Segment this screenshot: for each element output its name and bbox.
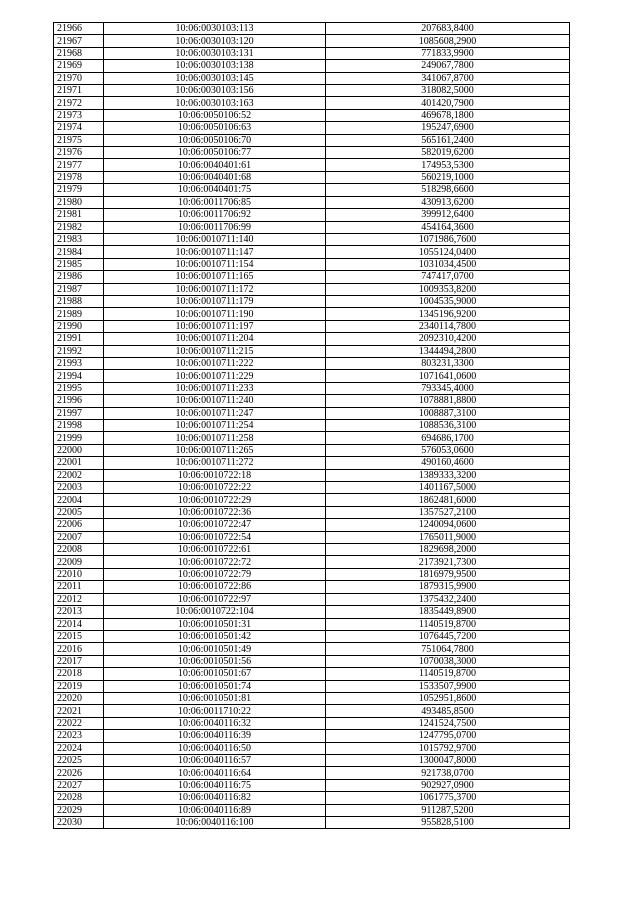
table-row [54, 680, 570, 692]
table-row [54, 420, 570, 432]
cadastral-value-cell: 341067,8700 [326, 72, 570, 84]
row-number-cell: 21992 [54, 345, 104, 357]
row-number-cell: 22013 [54, 606, 104, 618]
row-number-cell: 22002 [54, 469, 104, 481]
table-row [54, 593, 570, 605]
cadastral-value-cell: 399912,6400 [326, 209, 570, 221]
table-row [54, 705, 570, 717]
table-row [54, 295, 570, 307]
table-row [54, 643, 570, 655]
row-number-cell: 22004 [54, 494, 104, 506]
row-number-cell: 22009 [54, 556, 104, 568]
cadastral-number-cell: 10:06:0040116:100 [104, 817, 326, 829]
cadastral-number-cell: 10:06:0010501:81 [104, 692, 326, 704]
cadastral-number-cell: 10:06:0010711:154 [104, 258, 326, 270]
row-number-cell: 21966 [54, 23, 104, 35]
table-row [54, 531, 570, 543]
table-row [54, 122, 570, 134]
cadastral-number-cell: 10:06:0010722:79 [104, 568, 326, 580]
row-number-cell: 21988 [54, 295, 104, 307]
cadastral-value-cell: 560219,1000 [326, 171, 570, 183]
table-row [54, 556, 570, 568]
table-row [54, 804, 570, 816]
cadastral-value-cell: 1879315,9900 [326, 581, 570, 593]
table-row [54, 171, 570, 183]
cadastral-value-cell: 318082,5000 [326, 85, 570, 97]
row-number-cell: 21980 [54, 196, 104, 208]
cadastral-number-cell: 10:06:0010501:56 [104, 655, 326, 667]
cadastral-value-cell: 2340114,7800 [326, 320, 570, 332]
row-number-cell: 22024 [54, 742, 104, 754]
table-row [54, 817, 570, 829]
row-number-cell: 22020 [54, 692, 104, 704]
table-row [54, 97, 570, 109]
cadastral-value-cell: 1240094,0600 [326, 519, 570, 531]
row-number-cell: 22016 [54, 643, 104, 655]
cadastral-value-cell: 1140519,8700 [326, 618, 570, 630]
cadastral-value-cell: 1816979,9500 [326, 568, 570, 580]
cadastral-value-cell: 454164,3600 [326, 221, 570, 233]
cadastral-value-cell: 2173921,7300 [326, 556, 570, 568]
table-row [54, 581, 570, 593]
table-row [54, 544, 570, 556]
table-row [54, 35, 570, 47]
cadastral-number-cell: 10:06:0050106:70 [104, 134, 326, 146]
cadastral-value-cell: 955828,5100 [326, 817, 570, 829]
row-number-cell: 21983 [54, 233, 104, 245]
cadastral-number-cell: 10:06:0010711:197 [104, 320, 326, 332]
table-row [54, 630, 570, 642]
cadastral-number-cell: 10:06:0010711:172 [104, 283, 326, 295]
cadastral-number-cell: 10:06:0030103:138 [104, 60, 326, 72]
cadastral-value-cell: 1375432,2400 [326, 593, 570, 605]
cadastral-number-cell: 10:06:0010501:49 [104, 643, 326, 655]
cadastral-number-cell: 10:06:0010711:147 [104, 246, 326, 258]
row-number-cell: 21984 [54, 246, 104, 258]
cadastral-value-cell: 1765011,9000 [326, 531, 570, 543]
cadastral-number-cell: 10:06:0040116:75 [104, 779, 326, 791]
cadastral-value-cell: 195247,6900 [326, 122, 570, 134]
table-body [54, 23, 570, 829]
cadastral-value-cell: 493485,8500 [326, 705, 570, 717]
cadastral-number-cell: 10:06:0050106:52 [104, 109, 326, 121]
table-row [54, 407, 570, 419]
table-row [54, 494, 570, 506]
cadastral-value-cell: 1076445,7200 [326, 630, 570, 642]
row-number-cell: 21969 [54, 60, 104, 72]
row-number-cell: 21998 [54, 420, 104, 432]
cadastral-number-cell: 10:06:0010722:97 [104, 593, 326, 605]
table-row [54, 209, 570, 221]
cadastral-value-cell: 1078881,8800 [326, 395, 570, 407]
table-row [54, 147, 570, 159]
table-row [54, 395, 570, 407]
cadastral-value-cell: 1085608,2900 [326, 35, 570, 47]
cadastral-value-cell: 1140519,8700 [326, 668, 570, 680]
row-number-cell: 22015 [54, 630, 104, 642]
cadastral-value-cell: 1389333,3200 [326, 469, 570, 481]
row-number-cell: 21970 [54, 72, 104, 84]
row-number-cell: 21994 [54, 370, 104, 382]
cadastral-number-cell: 10:06:0010722:61 [104, 544, 326, 556]
cadastral-value-cell: 1533507,9900 [326, 680, 570, 692]
row-number-cell: 22018 [54, 668, 104, 680]
cadastral-value-cell: 174953,5300 [326, 159, 570, 171]
cadastral-number-cell: 10:06:0010711:272 [104, 457, 326, 469]
cadastral-number-cell: 10:06:0010711:222 [104, 357, 326, 369]
cadastral-value-cell: 1247795,0700 [326, 730, 570, 742]
row-number-cell: 22026 [54, 767, 104, 779]
cadastral-value-cell: 2092310,4200 [326, 333, 570, 345]
cadastral-number-cell: 10:06:0010711:265 [104, 444, 326, 456]
table-row [54, 85, 570, 97]
row-number-cell: 22003 [54, 482, 104, 494]
cadastral-value-cell: 793345,4000 [326, 382, 570, 394]
cadastral-number-cell: 10:06:0010711:240 [104, 395, 326, 407]
table-row [54, 792, 570, 804]
cadastral-number-cell: 10:06:0010722:104 [104, 606, 326, 618]
row-number-cell: 22005 [54, 506, 104, 518]
cadastral-number-cell: 10:06:0010711:233 [104, 382, 326, 394]
cadastral-number-cell: 10:06:0010722:18 [104, 469, 326, 481]
table-row [54, 233, 570, 245]
cadastral-number-cell: 10:06:0010711:215 [104, 345, 326, 357]
table-row [54, 333, 570, 345]
row-number-cell: 22008 [54, 544, 104, 556]
table-row [54, 283, 570, 295]
cadastral-number-cell: 10:06:0010711:247 [104, 407, 326, 419]
row-number-cell: 21986 [54, 271, 104, 283]
cadastral-number-cell: 10:06:0030103:131 [104, 47, 326, 59]
cadastral-value-cell: 1055124,0400 [326, 246, 570, 258]
cadastral-value-cell: 1071641,0600 [326, 370, 570, 382]
table-row [54, 717, 570, 729]
cadastral-number-cell: 10:06:0010501:31 [104, 618, 326, 630]
row-number-cell: 21989 [54, 308, 104, 320]
row-number-cell: 21978 [54, 171, 104, 183]
row-number-cell: 22023 [54, 730, 104, 742]
table-row [54, 370, 570, 382]
cadastral-value-cell: 1052951,8600 [326, 692, 570, 704]
row-number-cell: 22011 [54, 581, 104, 593]
cadastral-value-cell: 1061775,3700 [326, 792, 570, 804]
row-number-cell: 21967 [54, 35, 104, 47]
table-row [54, 184, 570, 196]
cadastral-value-cell: 1071986,7600 [326, 233, 570, 245]
row-number-cell: 21976 [54, 147, 104, 159]
cadastral-value-cell: 565161,2400 [326, 134, 570, 146]
row-number-cell: 21996 [54, 395, 104, 407]
table-row [54, 568, 570, 580]
cadastral-number-cell: 10:06:0040116:57 [104, 754, 326, 766]
row-number-cell: 22027 [54, 779, 104, 791]
table-row [54, 754, 570, 766]
cadastral-value-cell: 249067,7800 [326, 60, 570, 72]
row-number-cell: 21995 [54, 382, 104, 394]
row-number-cell: 22022 [54, 717, 104, 729]
row-number-cell: 22000 [54, 444, 104, 456]
cadastral-number-cell: 10:06:0010722:22 [104, 482, 326, 494]
row-number-cell: 22007 [54, 531, 104, 543]
cadastral-value-cell: 911287,5200 [326, 804, 570, 816]
cadastral-number-cell: 10:06:0040116:82 [104, 792, 326, 804]
cadastral-number-cell: 10:06:0050106:63 [104, 122, 326, 134]
cadastral-number-cell: 10:06:0010722:86 [104, 581, 326, 593]
cadastral-value-cell: 582019,6200 [326, 147, 570, 159]
cadastral-value-cell: 694686,1700 [326, 432, 570, 444]
cadastral-number-cell: 10:06:0011706:99 [104, 221, 326, 233]
row-number-cell: 21968 [54, 47, 104, 59]
row-number-cell: 22014 [54, 618, 104, 630]
row-number-cell: 21985 [54, 258, 104, 270]
cadastral-number-cell: 10:06:0011706:85 [104, 196, 326, 208]
table-row [54, 23, 570, 35]
table-row [54, 668, 570, 680]
row-number-cell: 22006 [54, 519, 104, 531]
cadastral-value-cell: 921738,0700 [326, 767, 570, 779]
cadastral-value-cell: 1241524,7500 [326, 717, 570, 729]
cadastral-value-cell: 1009353,8200 [326, 283, 570, 295]
cadastral-value-cell: 1300047,8000 [326, 754, 570, 766]
cadastral-number-cell: 10:06:0040116:64 [104, 767, 326, 779]
table-row [54, 159, 570, 171]
cadastral-number-cell: 10:06:0010711:258 [104, 432, 326, 444]
cadastral-number-cell: 10:06:0010711:179 [104, 295, 326, 307]
table-row [54, 382, 570, 394]
table-row [54, 196, 570, 208]
cadastral-value-cell: 803231,3300 [326, 357, 570, 369]
cadastral-value-cell: 490160,4600 [326, 457, 570, 469]
cadastral-number-cell: 10:06:0011706:92 [104, 209, 326, 221]
table-row [54, 444, 570, 456]
row-number-cell: 22010 [54, 568, 104, 580]
row-number-cell: 21982 [54, 221, 104, 233]
row-number-cell: 22012 [54, 593, 104, 605]
cadastral-value-cell: 902927,0900 [326, 779, 570, 791]
row-number-cell: 22001 [54, 457, 104, 469]
cadastral-value-cell: 1344494,2800 [326, 345, 570, 357]
row-number-cell: 21991 [54, 333, 104, 345]
table-row [54, 519, 570, 531]
cadastral-number-cell: 10:06:0040116:32 [104, 717, 326, 729]
cadastral-number-cell: 10:06:0010711:229 [104, 370, 326, 382]
row-number-cell: 22028 [54, 792, 104, 804]
row-number-cell: 21981 [54, 209, 104, 221]
cadastral-value-cell: 1070038,3000 [326, 655, 570, 667]
cadastral-number-cell: 10:06:0010711:165 [104, 271, 326, 283]
row-number-cell: 21977 [54, 159, 104, 171]
cadastral-number-cell: 10:06:0030103:145 [104, 72, 326, 84]
row-number-cell: 21997 [54, 407, 104, 419]
cadastral-number-cell: 10:06:0010711:140 [104, 233, 326, 245]
row-number-cell: 21979 [54, 184, 104, 196]
cadastral-value-cell: 751064,7800 [326, 643, 570, 655]
table-row [54, 767, 570, 779]
table-row [54, 345, 570, 357]
table-row [54, 221, 570, 233]
cadastral-value-cell: 207683,8400 [326, 23, 570, 35]
cadastral-value-cell: 747417,0700 [326, 271, 570, 283]
row-number-cell: 21975 [54, 134, 104, 146]
cadastral-value-cell: 1862481,6000 [326, 494, 570, 506]
table-row [54, 357, 570, 369]
row-number-cell: 21990 [54, 320, 104, 332]
table-row [54, 779, 570, 791]
cadastral-value-cell: 1401167,5000 [326, 482, 570, 494]
row-number-cell: 22021 [54, 705, 104, 717]
table-row [54, 432, 570, 444]
cadastral-value-cell: 771833,9900 [326, 47, 570, 59]
table-row [54, 109, 570, 121]
row-number-cell: 22017 [54, 655, 104, 667]
cadastral-value-cell: 1357527,2100 [326, 506, 570, 518]
cadastral-number-cell: 10:06:0010501:74 [104, 680, 326, 692]
table-row [54, 606, 570, 618]
cadastral-value-cell: 1345196,9200 [326, 308, 570, 320]
row-number-cell: 22029 [54, 804, 104, 816]
cadastral-number-cell: 10:06:0010722:29 [104, 494, 326, 506]
row-number-cell: 22030 [54, 817, 104, 829]
cadastral-number-cell: 10:06:0040116:50 [104, 742, 326, 754]
cadastral-number-cell: 10:06:0010722:54 [104, 531, 326, 543]
table-row [54, 618, 570, 630]
cadastral-value-cell: 1008887,3100 [326, 407, 570, 419]
row-number-cell: 21972 [54, 97, 104, 109]
cadastral-number-cell: 10:06:0010501:67 [104, 668, 326, 680]
row-number-cell: 21993 [54, 357, 104, 369]
table-row [54, 730, 570, 742]
cadastral-value-cell: 1031034,4500 [326, 258, 570, 270]
table-row [54, 258, 570, 270]
cadastral-value-cell: 401420,7900 [326, 97, 570, 109]
row-number-cell: 21973 [54, 109, 104, 121]
cadastral-value-cell: 576053,0600 [326, 444, 570, 456]
table-row [54, 134, 570, 146]
table-row [54, 482, 570, 494]
table-row [54, 469, 570, 481]
cadastral-value-cell: 518298,6600 [326, 184, 570, 196]
cadastral-number-cell: 10:06:0011710:22 [104, 705, 326, 717]
table-row [54, 742, 570, 754]
cadastral-number-cell: 10:06:0040116:89 [104, 804, 326, 816]
table-row [54, 692, 570, 704]
row-number-cell: 21999 [54, 432, 104, 444]
cadastral-value-cell: 1015792,9700 [326, 742, 570, 754]
table-row [54, 655, 570, 667]
cadastral-value-cell: 1004535,9000 [326, 295, 570, 307]
cadastral-number-cell: 10:06:0040401:68 [104, 171, 326, 183]
cadastral-number-cell: 10:06:0040401:75 [104, 184, 326, 196]
table-row [54, 72, 570, 84]
table-row [54, 60, 570, 72]
table-row [54, 271, 570, 283]
cadastral-number-cell: 10:06:0040401:61 [104, 159, 326, 171]
cadastral-number-cell: 10:06:0010711:254 [104, 420, 326, 432]
cadastral-number-cell: 10:06:0010711:204 [104, 333, 326, 345]
cadastral-number-cell: 10:06:0010722:72 [104, 556, 326, 568]
table-row [54, 506, 570, 518]
table-row [54, 457, 570, 469]
table-row [54, 246, 570, 258]
table-row [54, 320, 570, 332]
cadastral-value-table [53, 22, 570, 829]
cadastral-number-cell: 10:06:0040116:39 [104, 730, 326, 742]
cadastral-value-cell: 430913,6200 [326, 196, 570, 208]
cadastral-number-cell: 10:06:0030103:156 [104, 85, 326, 97]
row-number-cell: 21974 [54, 122, 104, 134]
row-number-cell: 21987 [54, 283, 104, 295]
cadastral-number-cell: 10:06:0030103:163 [104, 97, 326, 109]
cadastral-number-cell: 10:06:0030103:113 [104, 23, 326, 35]
cadastral-number-cell: 10:06:0010711:190 [104, 308, 326, 320]
cadastral-number-cell: 10:06:0050106:77 [104, 147, 326, 159]
row-number-cell: 21971 [54, 85, 104, 97]
row-number-cell: 22025 [54, 754, 104, 766]
table-row [54, 47, 570, 59]
cadastral-value-cell: 1088536,3100 [326, 420, 570, 432]
cadastral-value-cell: 469678,1800 [326, 109, 570, 121]
row-number-cell: 22019 [54, 680, 104, 692]
cadastral-number-cell: 10:06:0030103:120 [104, 35, 326, 47]
cadastral-number-cell: 10:06:0010722:36 [104, 506, 326, 518]
table-row [54, 308, 570, 320]
cadastral-value-cell: 1829698,2000 [326, 544, 570, 556]
cadastral-number-cell: 10:06:0010501:42 [104, 630, 326, 642]
cadastral-value-cell: 1835449,8900 [326, 606, 570, 618]
cadastral-number-cell: 10:06:0010722:47 [104, 519, 326, 531]
